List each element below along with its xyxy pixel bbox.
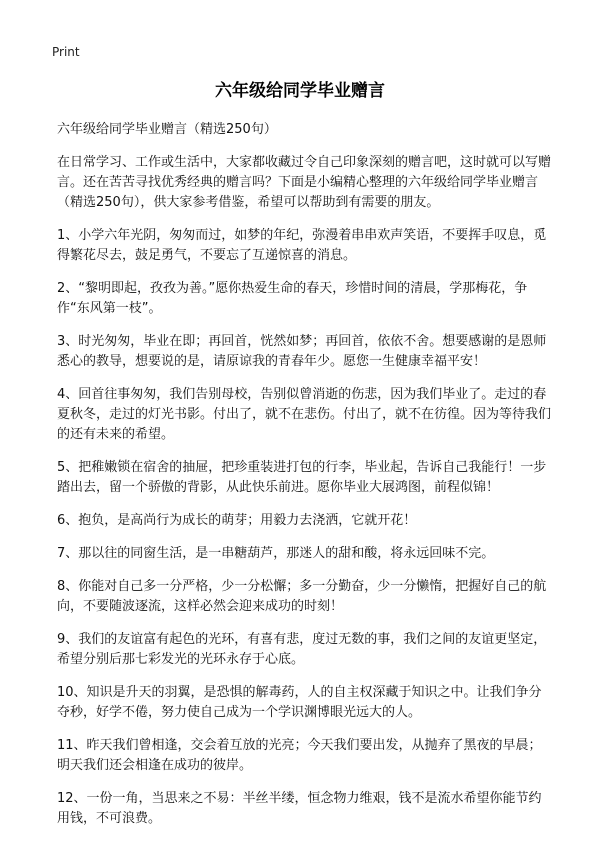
list-item: 11、昨天我们曾相逢，交会着互放的光亮；今天我们要出发，从抛弃了黑夜的早晨；明天我们还会相逢在成功的彼岸。: [57, 738, 542, 773]
print-link[interactable]: Print: [52, 45, 80, 59]
page-title: 六年级给同学毕业赠言: [215, 81, 385, 101]
list-item: 10、知识是升天的羽翼，是恐惧的解毒药，人的自主权深藏于知识之中。让我们争分夺秒，好学不倦，努力使自己成为一个学识渊博眼光远大的人。: [57, 685, 542, 720]
list-item: 4、回首往事匆匆，我们告别母校，告别似曾消逝的伤悲，因为我们毕业了。走过的春夏秋冬，走过的灯光书影。付出了，就不在悲伤。付出了，就不在彷徨。因为等待我们的还有未来的希望。: [57, 387, 552, 442]
list-item: 8、你能对自己多一分严格，少一分松懈；多一分勤奋，少一分懒惰，把握好自己的航向，不要随波逐流，这样必然会迎来成功的时刻！: [57, 579, 547, 614]
document-subtitle: 六年级给同学毕业赠言（精选250句）: [57, 122, 277, 137]
list-item: 7、那以往的同窗生活，是一串糖葫芦，那迷人的甜和酸，将永远回味不完。: [57, 546, 495, 561]
list-item: 5、把稚嫩锁在宿舍的抽屉，把珍重装进打包的行李，毕业起，告诉自己我能行！一步踏出去，留一个骄傲的背影，从此快乐前进。愿你毕业大展鸿图，前程似锦！: [57, 460, 547, 495]
document-content: [57, 120, 553, 842]
list-item: 1、小学六年光阴，匆匆而过，如梦的年纪，弥漫着串串欢声笑语，不要挥手叹息，觅得繁花尽去，鼓足勇气，不要忘了互递惊喜的消息。: [57, 228, 547, 263]
list-item: 9、我们的友谊富有起色的光环，有喜有悲，度过无数的事，我们之间的友谊更坚定，希望分别后那七彩发光的光环永存于心底。: [57, 632, 547, 667]
list-item: 3、时光匆匆，毕业在即；再回首，恍然如梦；再回首，依依不舍。想要感谢的是恩师悉心的教导，想要说的是，请原谅我的青春年少。愿您一生健康幸福平安！: [57, 334, 547, 369]
list-item: 2、“黎明即起，孜孜为善。”愿你热爱生命的春天，珍惜时间的清晨，学那梅花，争作“东风第一枝”。: [57, 281, 528, 316]
intro-paragraph: 在日常学习、工作或生活中，大家都收藏过令自己印象深刻的赠言吧，这时就可以写赠言。还在苦苦寻找优秀经典的赠言吗？下面是小编精心整理的六年级给同学毕业赠言（精选250句），供大家参考借鉴，希望可以帮助到有需要的朋友。: [57, 155, 552, 210]
list-item: 6、抱负，是高尚行为成长的萌芽；用毅力去浇洒，它就开花！: [57, 513, 417, 528]
list-item: 12、一份一角，当思来之不易：半丝半缕，恒念物力维艰，钱不是流水希望你能节约用钱，不可浪费。: [57, 791, 542, 826]
